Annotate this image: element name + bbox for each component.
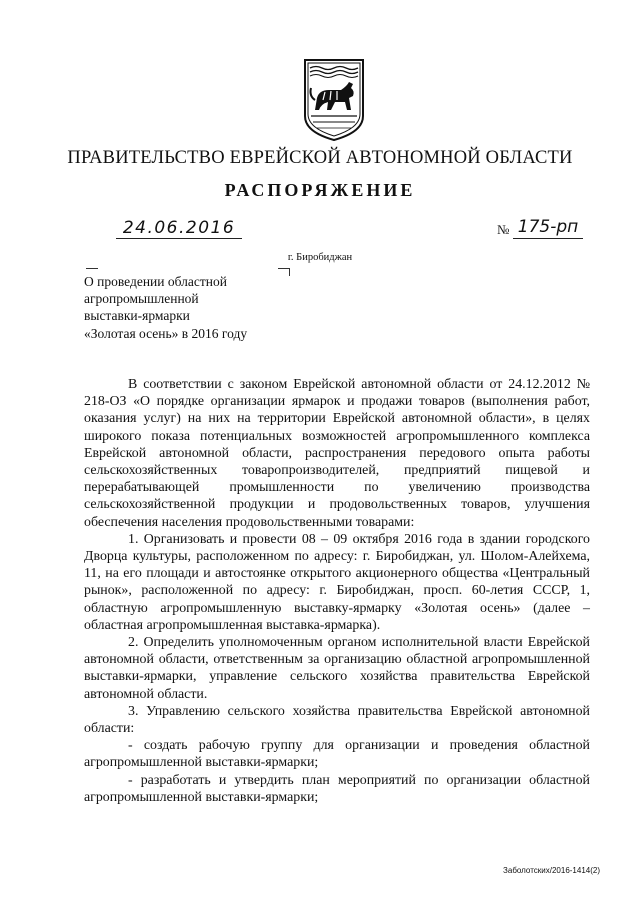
government-title: ПРАВИТЕЛЬСТВО ЕВРЕЙСКОЙ АВТОНОМНОЙ ОБЛАСТИ [67,148,573,168]
subject-corner-mark-left [86,268,98,269]
body-paragraph-3-item-1: - создать рабочую группу для организации и проведения областной агропромышленной выставки-ярмарки; [84,738,590,771]
document-body [84,376,590,806]
body-paragraph-3: 3. Управлению сельского хозяйства правительства Еврейской автономной области: [84,703,590,737]
city-label: г. Биробиджан [287,252,353,263]
subject-line: агропромышленной [84,291,199,307]
handwritten-date: 24.06.2016 [116,218,242,239]
subject-line: О проведении областной [84,274,227,289]
handwritten-number: 175-рп [513,216,583,239]
body-paragraph-2: 2. Определить уполномоченным органом исполнительной власти Еврейской автономной области, ответственным за организацию областной агропромышленной выставки-ярмарки, управление сельского хозяйства правительства Еврейской автономной области. [84,635,590,702]
document-type-title: РАСПОРЯЖЕНИЕ [224,180,416,200]
subject-line: выставки-ярмарки [84,308,190,324]
subject-line: «Золотая осень» в 2016 году [84,325,248,341]
coat-of-arms-icon [301,58,367,142]
number-sign: № [497,222,510,237]
body-paragraph-1: 1. Организовать и провести 08 – 09 октября 2016 года в здании городского Дворца культуры, расположенном по адресу: г. Биробиджан, ул. Шолом-Алейхема, 11, на его площади и автостоянке открытого акционерного общества «Центральный рынок», расположенной по адресу: г. Биробиджан, просп. 60-летия СССР, 1, областную агропромышленную выставку-ярмарку «Золотая осень» (далее – областная агропромышленная выставка-ярмарка). [84,531,590,633]
body-paragraph-preamble: В соответствии с законом Еврейской автономной области от 24.12.2012 № 218-ОЗ «О порядке организации ярмарок и продажи товаров (выполнения работ, оказания услуг) на них на территории Еврейской автономной области», в целях широкого показа потенциальных возможностей агропромышленного комплекса Еврейской автономной области, распространения передового опыта работы сельскохозяйственных товаропроизводителей, предприятий пищевой и перерабатывающей промышленности по увеличению производства сельскохозяйственной продукции и продовольственных товаров, улучшения обеспечения населения продовольственными товарами: [84,377,590,530]
document-number [497,218,587,240]
footer-code: Заболотских/2016-1414(2) [503,866,600,875]
subject-block [84,273,294,342]
body-paragraph-3-item-2: - разработать и утвердить план мероприятий по организации областной агропромышленной выставки-ярмарки; [84,772,590,805]
